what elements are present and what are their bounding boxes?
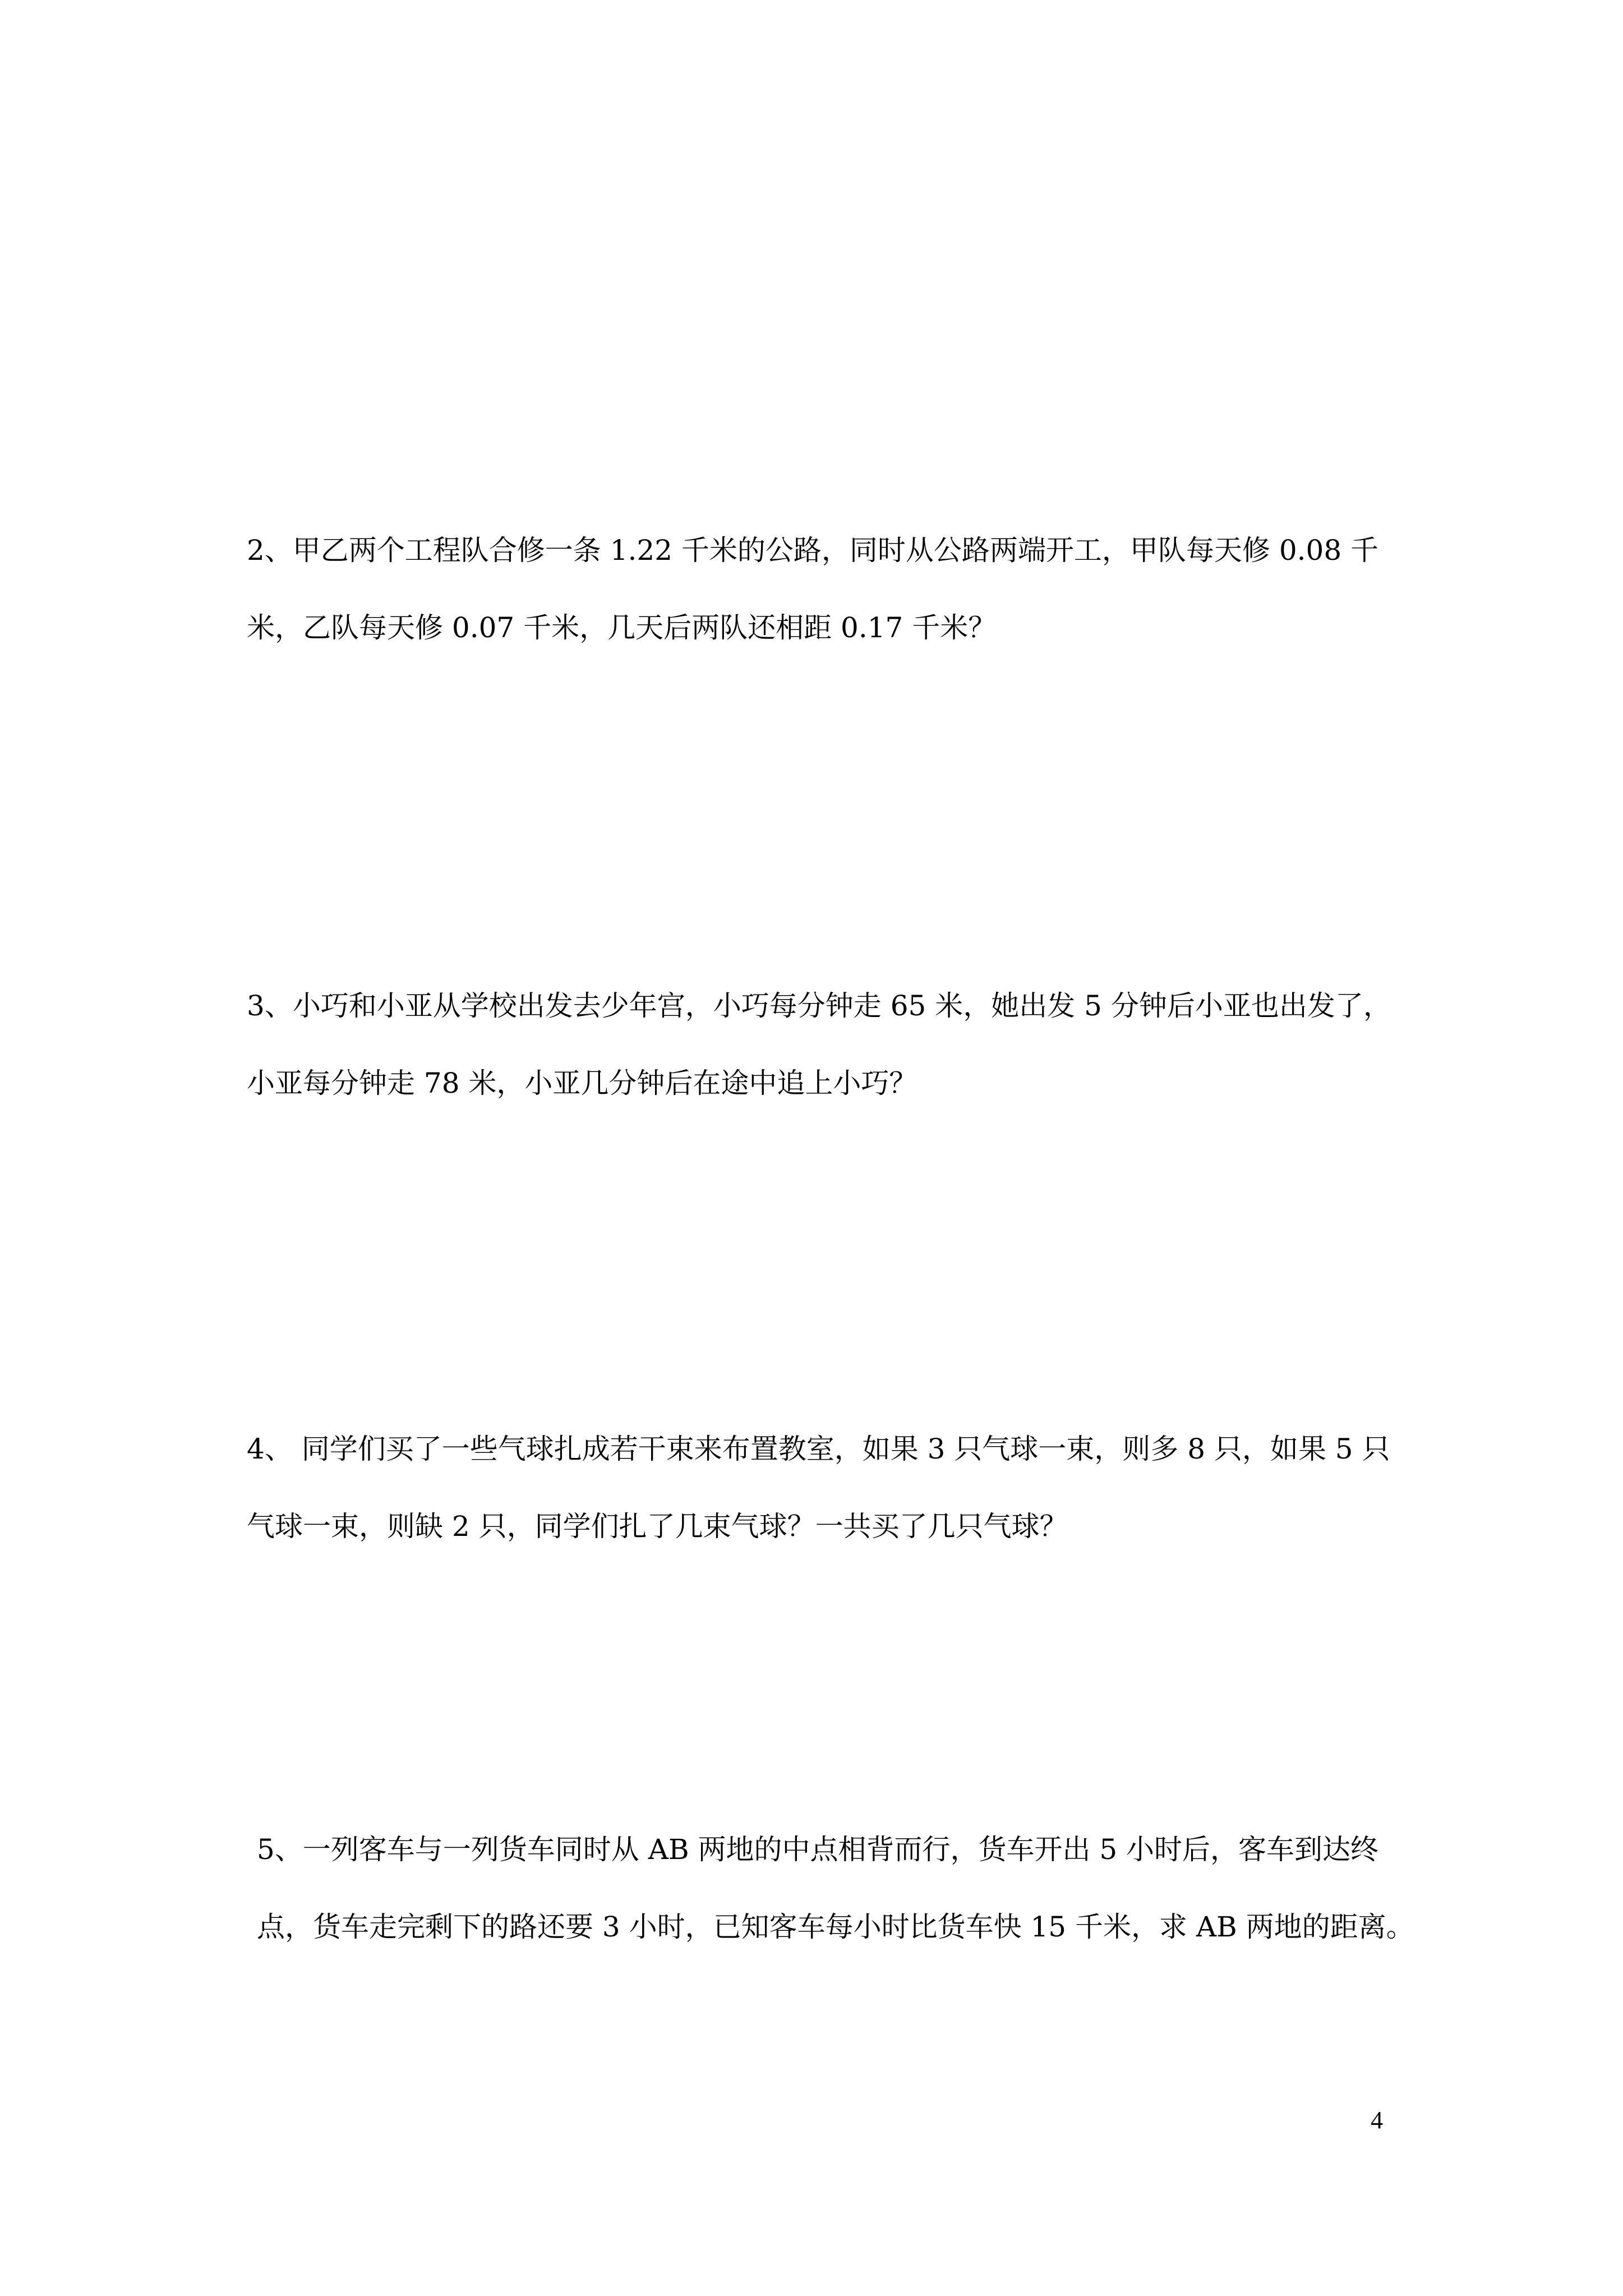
problem-4-line-2: 气球一束，则缺 2 只，同学们扎了几束气球？一共买了几只气球？ — [247, 1510, 1068, 1543]
problem-3-line-2: 小亚每分钟走 78 米，小亚几分钟后在途中追上小巧？ — [247, 1067, 917, 1099]
problem-5-line-1: 5、一列客车与一列货车同时从 AB 两地的中点相背而行，货车开出 5 小时后，客车到达终 — [257, 1833, 1379, 1866]
problem-5-line-2: 点，货车走完剩下的路还要 3 小时，已知客车每小时比货车快 15 千米，求 AB 两地的距离。 — [257, 1911, 1414, 1943]
problem-2-line-2: 米，乙队每天修 0.07 千米，几天后两队还相距 0.17 千米？ — [247, 611, 997, 644]
page-number: 4 — [1371, 2106, 1383, 2134]
problem-4-line-1: 4、 同学们买了一些气球扎成若干束来布置教室，如果 3 只气球一束，则多 8 只，如果 5 只 — [247, 1433, 1390, 1465]
problem-3-line-1: 3、小巧和小亚从学校出发去少年宫，小巧每分钟走 65 米，她出发 5 分钟后小亚也出发了， — [247, 990, 1391, 1022]
problem-2-line-1: 2、甲乙两个工程队合修一条 1.22 千米的公路，同时从公路两端开工，甲队每天修 0.08 千 — [247, 534, 1379, 567]
